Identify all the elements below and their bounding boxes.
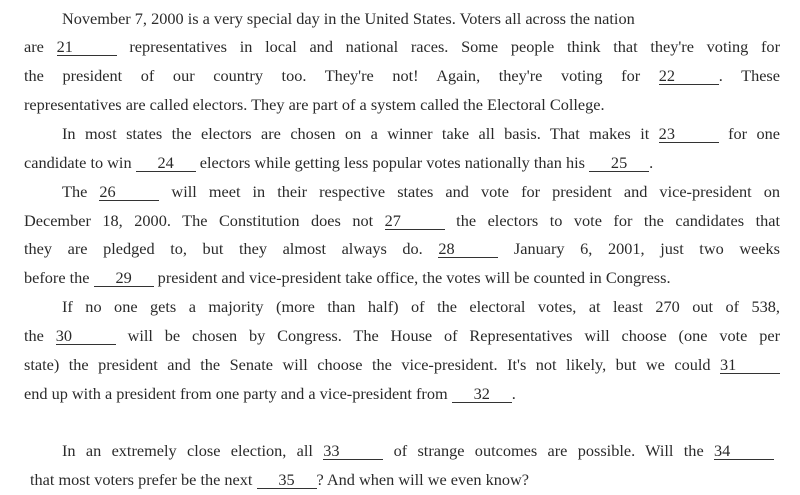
passage-text: ? And when will we even know? — [316, 470, 530, 489]
blank-23: 23 — [659, 126, 719, 143]
blank-29: 29 — [94, 270, 154, 287]
passage-text: representatives in local and national races. Some people think that they're voting for — [116, 37, 780, 56]
passage-line — [24, 37, 780, 57]
passage-text: . — [649, 153, 654, 172]
passage-text: In most states the electors are chosen on a winner take all basis. That makes it — [62, 124, 659, 143]
passage-text: will be chosen by Congress. The House of Representatives will choose (one vote per — [115, 326, 780, 345]
blank-28: 28 — [438, 241, 498, 258]
passage-text: president and vice-president take office, the votes will be counted in Congress. — [153, 268, 671, 287]
passage-text: electors while getting less popular votes nationally than his — [195, 153, 590, 172]
blank-31: 31 — [720, 357, 780, 374]
passage-text: . — [511, 384, 516, 403]
passage-line — [24, 326, 780, 346]
blank-35: 35 — [257, 472, 317, 489]
passage-text: end up with a president from one party and a vice-president from — [24, 384, 452, 403]
passage-line — [24, 66, 780, 86]
passage-text: of strange outcomes are possible. Will the — [383, 441, 714, 460]
passage-text: state) the president and the Senate will choose the vice-president. It's not likely, but we could — [24, 355, 720, 374]
blank-33: 33 — [323, 443, 383, 460]
passage-text: for one — [718, 124, 781, 143]
blank-26: 26 — [99, 184, 159, 201]
passage-text: December 18, 2000. The Constitution does not — [24, 211, 385, 230]
passage-text: the electors to vote for the candidates that — [444, 211, 780, 230]
passage-line — [24, 95, 605, 115]
passage-line — [24, 211, 780, 231]
passage-line — [24, 239, 780, 259]
passage-text: January 6, 2001, just two weeks — [498, 239, 781, 258]
blank-24: 24 — [136, 155, 196, 172]
passage-line — [24, 268, 671, 288]
passage-line — [62, 124, 780, 144]
blank-32: 32 — [452, 386, 512, 403]
passage-line — [30, 470, 529, 490]
blank-25: 25 — [589, 155, 649, 172]
blank-22: 22 — [659, 68, 719, 85]
passage-line — [62, 441, 774, 461]
passage-text: they are pledged to, but they almost always do. — [24, 239, 439, 258]
passage-text: November 7, 2000 is a very special day in the United States. Voters all across the nation — [62, 9, 635, 28]
passage-text: representatives are called electors. They are part of a system called the Electoral College. — [24, 95, 605, 114]
passage-text: candidate to win — [24, 153, 136, 172]
blank-21: 21 — [57, 39, 117, 56]
passage-text: . These — [718, 66, 780, 85]
passage-text: that most voters prefer be the next — [30, 470, 257, 489]
passage-text: the — [24, 326, 56, 345]
passage-text: will meet in their respective states and vote for president and vice-president on — [159, 182, 780, 201]
passage-text: before the — [24, 268, 94, 287]
passage-text: If no one gets a majority (more than half) of the electoral votes, at least 270 out of 538, — [62, 297, 780, 316]
passage-line — [62, 9, 779, 29]
passage-line — [24, 355, 780, 375]
blank-34: 34 — [714, 443, 774, 460]
passage-text: are — [24, 37, 57, 56]
blank-27: 27 — [385, 213, 445, 230]
passage-text: The — [62, 182, 100, 201]
passage-line — [24, 153, 653, 173]
passage-text: the president of our country too. They're not! Again, they're voting for — [24, 66, 659, 85]
passage-line — [24, 384, 516, 404]
blank-30: 30 — [56, 328, 116, 345]
passage-line — [62, 182, 780, 202]
passage-text: In an extremely close election, all — [62, 441, 324, 460]
passage-line — [62, 297, 780, 317]
